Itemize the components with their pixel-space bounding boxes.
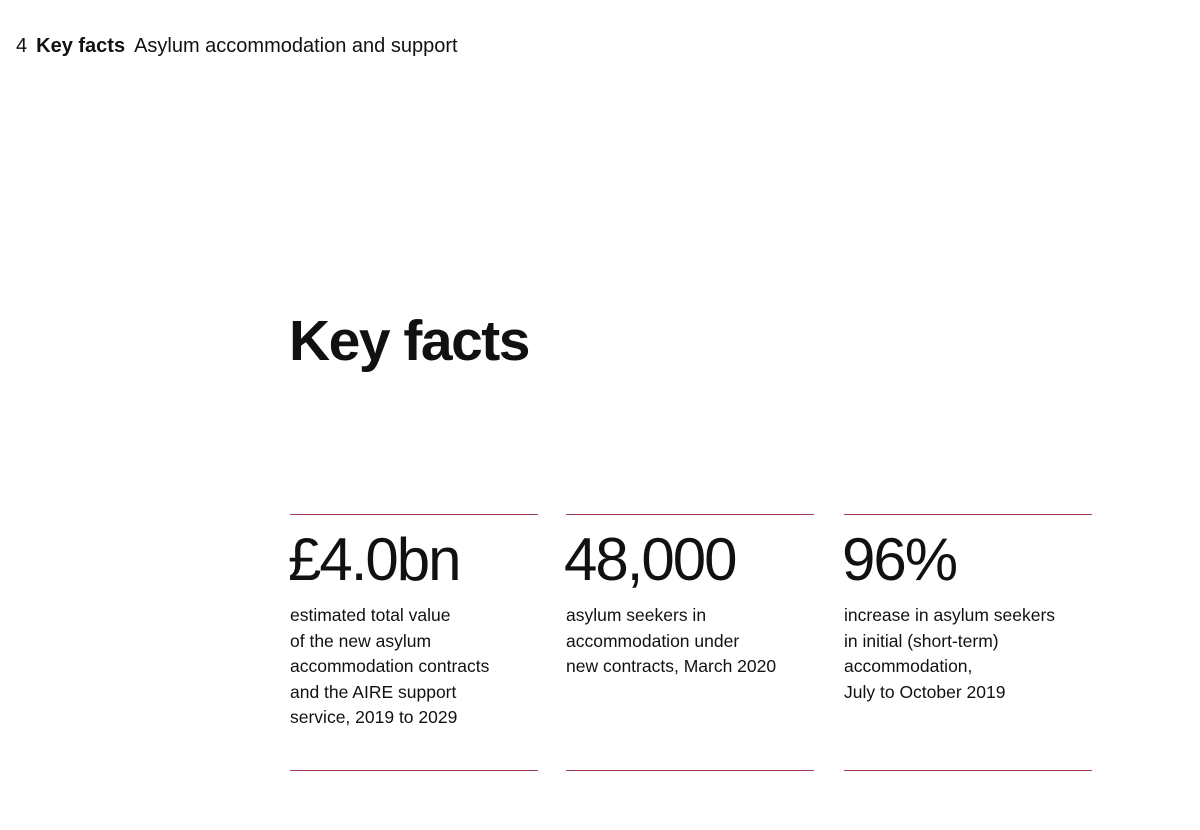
key-fact-contract-value [290,514,538,772]
section-label: Key facts [36,35,126,57]
fact-figure: £4.0bn [288,526,460,593]
fact-figure: 96% [842,526,957,593]
fact-description: asylum seekers in accommodation under new contracts, March 2020 [566,605,777,676]
fact-description: increase in asylum seekers in initial (short-term) accommodation, July to October 2019 [844,605,1056,702]
fact-description: estimated total value of the new asylum accommodation contracts and the AIRE support service, 2019 to 2029 [290,605,490,727]
key-fact-increase [844,514,1092,772]
divider-bottom [844,770,1092,771]
key-fact-asylum-seekers [566,514,814,772]
page-number: 4 [16,35,28,57]
fact-figure: 48,000 [564,526,736,593]
running-header [16,34,458,58]
divider-top [566,514,814,515]
divider-top [290,514,538,515]
divider-bottom [566,770,814,771]
page-title: Key facts [289,309,529,373]
report-title: Asylum accommodation and support [134,35,458,57]
divider-bottom [290,770,538,771]
divider-top [844,514,1092,515]
